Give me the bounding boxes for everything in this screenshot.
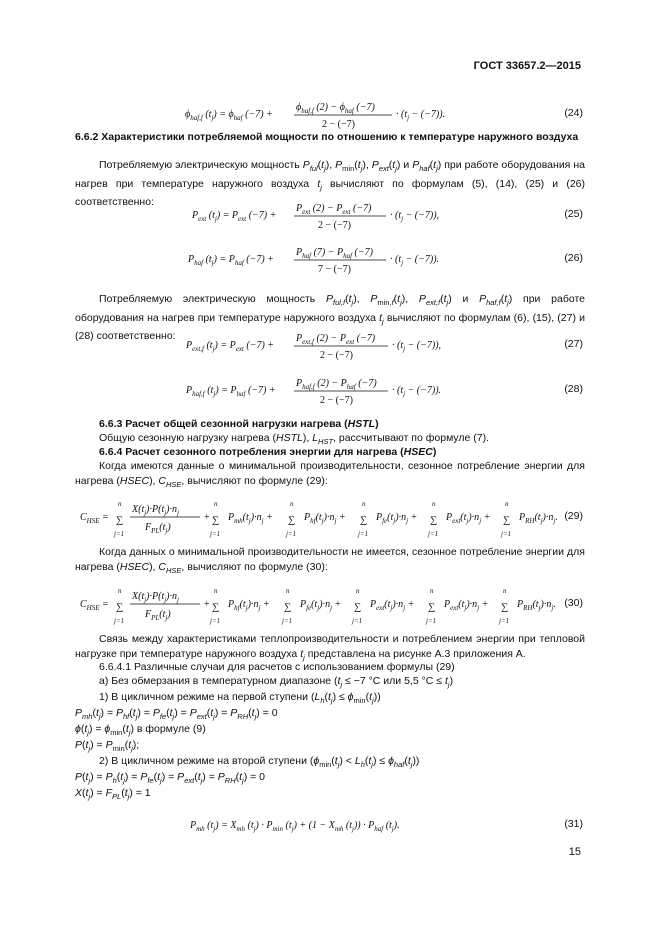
equation-25-formula (0, 196, 661, 236)
section-6-6-2-title: 6.6.2 Характеристики потребляемой мощности по отношению к температуре наружного воздуха (75, 131, 579, 143)
case-1-line-1: $P_{mh}(t_j) = P_{hf}(t_j) = P_{fe}(t_j) = P_{ext}(t_j) = P_{RH}(t_j) = 0$ (75, 707, 278, 722)
svg-text:n: n (503, 587, 507, 595)
equation-30-formula (0, 583, 661, 627)
svg-text:∑: ∑ (354, 602, 362, 613)
svg-text:j=1: j=1 (114, 530, 125, 538)
equation-24 (0, 95, 661, 135)
paragraph-power-2: Потребляемую электрическую мощность $P_{ful,f}(t_j)$, $P_{min,f}(t_j)$, $P_{ext,f}(t_j)$ и $P_{haf,f}(t_j)$ при работе оборудования на нагрев при температуре наружного воздуха $t_j$ вычисляют по формулам (6), (15), (27) и (28) соответственно: (75, 293, 585, 343)
section-6-6-4-title: 6.6.4 Расчет сезонного потребления энергии для нагрева (HSEC) (99, 446, 437, 458)
equation-31-formula (0, 808, 661, 842)
equation-26 (0, 240, 661, 280)
svg-text:∑: ∑ (430, 515, 438, 526)
equation-28 (0, 371, 661, 411)
equation-28-formula (0, 371, 661, 411)
svg-text:ϕhaf,f (2) − ϕhaf (−7): $\phi_{haf,f}$ $(2) - \phi_{haf}$ (−7) (296, 102, 375, 115)
section-6-6-3-title: 6.6.3 Расчет общей сезонной нагрузки нагрева (HSTL) (99, 418, 379, 430)
svg-text:· (tj − (−7)).: · $(t_j - (-7))$. (392, 385, 442, 398)
svg-text:j=1: j=1 (358, 530, 369, 538)
svg-text:· (tj − (−7)),: · $(t_j - (-7))$, (390, 210, 440, 223)
svg-text:2 − (−7): 2 − (−7) (322, 119, 355, 130)
paragraph-power-1: Потребляемую электрическую мощность $P_{ful}(t_j)$, $P_{min}(t_j)$, $P_{ext}(t_j)$ и $P_{haf}(t_j)$ при работе оборудования на нагрев при температуре наружного воздуха $t_j$ вычисляют по формулам (5), (14), (25) и (26) соответственно: (75, 159, 585, 209)
svg-text:Pext(tj)·nj +: $P_{ext}(t_j)\cdot n_j$ + (446, 512, 491, 525)
svg-text:j=1: j=1 (210, 617, 221, 625)
svg-text:· (tj − (−7)).: · $(t_j - (-7))$. (390, 254, 440, 267)
svg-text:2 − (−7): 2 − (−7) (320, 350, 353, 361)
svg-text:Phaf (7) − Phaf (−7): $P_{haf}$ $(7) - P_{haf}$ (−7) (296, 247, 373, 260)
svg-text:j=1: j=1 (210, 530, 221, 538)
svg-text:n: n (286, 587, 290, 595)
svg-text:FPL(tj): $F_{PL}(t_j)$ (145, 522, 171, 535)
svg-text:n: n (290, 500, 294, 508)
svg-text:j=1: j=1 (282, 617, 293, 625)
case-2-line-2: $X(t_j) = F_{PL}(t_j) = 1$ (75, 787, 151, 802)
section-6-6-4-text: Когда имеются данные о минимальной производительности, сезонное потребление энергии для нагрева (HSEC), $C_{HSE}$, вычисляют по формуле (29): (75, 460, 585, 489)
paragraph-no-min: Когда данных о минимальной производительности не имеется, сезонное потребление энергии для нагрева (HSEC), $C_{HSE}$, вычисляют по формуле (30): (75, 546, 585, 575)
svg-text:Pfe(tj)·nj +: $P_{fe}(t_j)\cdot n_j$ + (376, 512, 418, 525)
svg-text:j=1: j=1 (352, 617, 363, 625)
svg-text:n: n (356, 587, 360, 595)
svg-text:Pext,f (tj) = Pext (−7) +: $P_{ext,f}$ $(t_j) = P_{ext}$ (−7) + (186, 340, 275, 353)
svg-text:∑: ∑ (501, 602, 509, 613)
svg-text:∑: ∑ (503, 515, 511, 526)
svg-text:∑: ∑ (360, 515, 368, 526)
svg-text:Phaf,f (tj) = Phaf (−7) +: $P_{haf,f}$ $(t_j) = P_{haf}$ (−7) + (186, 385, 276, 398)
case-2: 2) В цикличном режиме на второй ступени $(\phi_{min}(t_j) < L_h(t_j) \le \phi_{haf}(t_j))$ (99, 755, 420, 770)
equation-27 (0, 326, 661, 366)
equation-30 (0, 583, 661, 627)
svg-text:7 − (−7): 7 − (−7) (318, 264, 351, 275)
case-2-line-1: $P(t_j) = P_h(t_j) = P_{fe}(t_j) = P_{ext}(t_j) = P_{RH}(t_j) = 0$ (75, 771, 266, 786)
equation-number: (30) (564, 597, 583, 609)
svg-text:j=1: j=1 (499, 617, 510, 625)
svg-text:j=1: j=1 (286, 530, 297, 538)
svg-text:Pmh (tj) = Xmh (tj) · Pmin (tj: $P_{mh}$ $(t_j) = X_{mh}$ $(t_j) \cdot P_{min}$ $(t_j) + (1 - X_{mh}$ $(t_j)) \cdot P_{haf}$ $(t_j)$. (190, 820, 400, 833)
svg-text:n: n (505, 500, 509, 508)
case-1-line-3: $P(t_j) = P_{min}(t_j)$; (75, 739, 140, 754)
svg-text:· (tj − (−7)).: · $(t_j - (-7))$. (396, 109, 446, 122)
equation-number: (29) (564, 510, 583, 522)
svg-text:j=1: j=1 (428, 530, 439, 538)
svg-text:∑: ∑ (288, 515, 296, 526)
standard-header: ГОСТ 33657.2—2015 (473, 60, 581, 72)
case-1-line-2: $\phi(t_j) = \phi_{min}(t_j)$ в формуле (9) (75, 723, 206, 738)
equation-number: (27) (564, 338, 583, 350)
svg-text:n: n (118, 587, 122, 595)
svg-text:Phf(tj)·nj +: $P_{hf}(t_j)\cdot n_j$ + (228, 599, 270, 612)
svg-text:X(tj)·P(tj)·nj: $X(t_j)\cdot P(t_j)\cdot n_j$ (132, 591, 179, 604)
equation-number: (25) (564, 208, 583, 220)
section-6-6-4-1: 6.6.4.1 Различные случаи для расчетов с использованием формулы (29) (99, 661, 455, 673)
svg-text:n: n (214, 587, 218, 595)
svg-text:CHSE =: $C_{HSE}$ = (80, 599, 109, 612)
svg-text:Pext (2) − Pext (−7): $P_{ext}$ $(2) - P_{ext}$ (−7) (296, 203, 372, 216)
svg-text:ϕhaf,f (tj) = ϕhaf (−7) +: $\phi_{haf,f}$ $(t_j) = \phi_{haf}$ (−7) + (185, 109, 273, 122)
svg-text:∑: ∑ (428, 602, 436, 613)
svg-text:j=1: j=1 (114, 617, 125, 625)
svg-text:PRH(tj)·nj.: $P_{RH}(t_j)\cdot n_j$. (519, 512, 558, 525)
case-1: 1) В цикличном режиме на первой ступени $(L_h(t_j) \le \phi_{min}(t_j))$ (99, 691, 381, 706)
svg-text:∑: ∑ (116, 515, 124, 526)
equation-number: (28) (564, 383, 583, 395)
svg-text:Pext(tj)·nj +: $P_{ext}(t_j)\cdot n_j$ + (444, 599, 489, 612)
svg-text:∑: ∑ (212, 515, 220, 526)
svg-text:+: + (204, 599, 210, 610)
svg-text:2 − (−7): 2 − (−7) (320, 395, 353, 406)
page-number: 15 (568, 846, 581, 858)
svg-text:+: + (204, 512, 210, 523)
svg-text:· (tj − (−7)),: · $(t_j - (-7))$, (392, 340, 442, 353)
svg-text:CHSE =: $C_{HSE}$ = (80, 512, 109, 525)
svg-text:Pext (tj) = Pext (−7) +: $P_{ext}$ $(t_j) = P_{ext}$ (−7) + (192, 210, 277, 223)
svg-text:∑: ∑ (284, 602, 292, 613)
svg-text:X(tj)·P(tj)·nj: $X(t_j)\cdot P(t_j)\cdot n_j$ (132, 504, 179, 517)
equation-number: (24) (564, 107, 583, 119)
svg-text:n: n (432, 500, 436, 508)
svg-text:FPL(tj): $F_{PL}(t_j)$ (145, 609, 171, 622)
svg-text:j=1: j=1 (501, 530, 512, 538)
equation-number: (26) (564, 252, 583, 264)
svg-text:n: n (118, 500, 122, 508)
svg-text:n: n (214, 500, 218, 508)
case-a: а) Без обмерзания в температурном диапазоне ($t_j \le -7$ °С или 5,5 $^\circ С \le t_j$) (99, 675, 454, 690)
svg-text:n: n (362, 500, 366, 508)
equation-25 (0, 196, 661, 236)
svg-text:j=1: j=1 (426, 617, 437, 625)
section-6-6-3-text: Общую сезонную нагрузку нагрева (HSTL), $L_{HST}$, рассчитывают по формуле (7). (99, 432, 490, 447)
svg-text:n: n (430, 587, 434, 595)
svg-text:Phaf,f (2) − Phaf (−7): $P_{haf,f}$ $(2) - P_{haf}$ (−7) (296, 378, 377, 391)
svg-text:∑: ∑ (116, 602, 124, 613)
svg-text:Pfe(tj)·nj +: $P_{fe}(t_j)\cdot n_j$ + (300, 599, 342, 612)
equation-24-formula (0, 95, 661, 135)
equation-31 (0, 808, 661, 842)
svg-text:2 − (−7): 2 − (−7) (318, 220, 351, 231)
svg-text:Pext(tj)·nj +: $P_{ext}(t_j)\cdot n_j$ + (370, 599, 415, 612)
equation-number: (31) (564, 818, 583, 830)
equation-26-formula (0, 240, 661, 280)
equation-27-formula (0, 326, 661, 366)
svg-text:PRH(tj)·nj.: $P_{RH}(t_j)\cdot n_j$. (517, 599, 556, 612)
equation-29-formula (0, 496, 661, 540)
paragraph-link: Связь между характеристиками теплопроизводительности и потреблением энергии при тепловой нагрузке при температуре наружного воздуха $t_j$ представлена на рисунке А.3 приложения А. (75, 633, 585, 662)
equation-29 (0, 496, 661, 540)
svg-text:Pmh(tj)·nj +: $P_{mh}(t_j)\cdot n_j$ + (228, 512, 273, 525)
svg-text:∑: ∑ (212, 602, 220, 613)
svg-text:Phf(tj)·nj +: $P_{hf}(t_j)\cdot n_j$ + (304, 512, 346, 525)
svg-text:Phaf (tj) = Phaf (−7) +: $P_{haf}$ $(t_j) = P_{haf}$ (−7) + (188, 254, 274, 267)
svg-text:Pext,f (2) − Pext (−7): $P_{ext,f}$ $(2) - P_{ext}$ (−7) (296, 333, 376, 346)
